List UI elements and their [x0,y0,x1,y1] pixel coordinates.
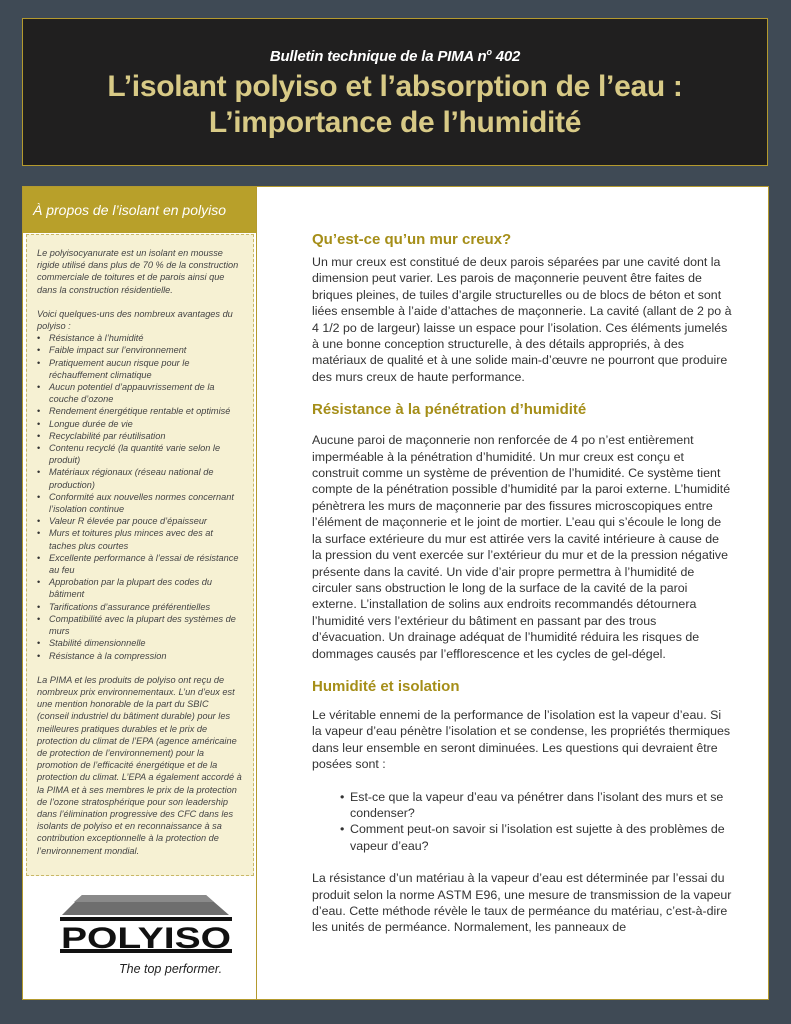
title-line-2: L’importance de l’humidité [208,106,582,139]
sidebar-awards: La PIMA et les produits de polyiso ont reçu de nombreux prix environnementaux. L’un d’eux est une mention honorable de la part du SBIC (conseil industriel du bâtiment durable) pour les meilleures pratiques durables et le prix de protection du climat de l’EPA (agence américaine de protection de l’environnement) pour la promotion de l’efficacité énergétique et de la protection du climat. L’EPA a également accordé à la PIMA et à ses membres le prix de la protection de l’ozone stratosphérique pour son leadership dans l’élimination progressive des CFC dans les isolants de polyiso et en reconnaissance à sa contribution exceptionnelle à la protection de l’environnement mondial. [37,674,242,856]
list-item: • Murs et toitures plus minces avec des at taches plus courtes [37,527,242,551]
list-item: • Tarifications d’assurance préférentielles [37,601,242,613]
logo-wordmark: POLYISO [61,922,232,955]
list-item: • Aucun potentiel d’appauvrissement de la couche d’ozone [37,381,242,405]
bulletin-number: 402 [491,48,521,65]
polyiso-logo [24,877,256,999]
closing-paragraph: La résistance d’un matériau à la vapeur d’eau est déterminée par l’essai du produit selon la norme ASTM E96, une mesure de transmission de la vapeur d’eau. Cette méthode révèle le taux de perméance du matériau, c’est-à-dire les unités de perméance. Normalement, les panneaux de [312,871,732,935]
questions-list [312,789,732,855]
section-paragraph: Un mur creux est constitué de deux parois séparées par une cavité dont la dimension peut varier. Les parois de maçonnerie peuvent être faites de briques pleines, de tuiles d’argile structurelles ou de blocs de béton et sont liées ensemble à l’aide d’attaches de maçonnerie. La cavité (allant de 2 po à 4 1/2 po de largeur) laisse un espace pour l’isolation. Ces éléments jumelés à une bonne conception structurelle, à des détails appropriés, à des matériaux de qualité et à une solide main-d’œuvre ne pourront que produire des murs creux de haute performance. [312,255,732,384]
list-item: • Approbation par la plupart des codes du bâtiment [37,576,242,600]
section-heading: Humidité et isolation [312,677,460,695]
list-item: • Conformité aux nouvelles normes concernant l’isolation continue [37,491,242,515]
title-line-1: L’isolant polyiso et l’absorption de l’eau : [107,70,683,103]
section-heading: Qu’est-ce qu’un mur creux? [312,231,512,248]
list-item: • Comment peut-on savoir si l’isolation est sujette à des problèmes de vapeur d’eau? [340,821,732,854]
bulletin-prefix: Bulletin technique de la PIMA n [269,48,487,65]
sidebar-intro: Le polyisocyanurate est un isolant en mousse rigide utilisé dans plus de 70 % de la construction commerciale de toitures et de parois ainsi que dans la construction résidentielle. [37,248,239,295]
main-content [256,186,769,1000]
section-paragraph: Le véritable ennemi de la performance de l’isolation est la vapeur d’eau. Si la vapeur d’eau pénètre l’isolation et se condense, les propriétés thermiques dans leur ensemble en seront diminuées. Les questions qui devraient être posées sont : [312,707,731,772]
bulletin-label [23,47,767,65]
list-item: • Est-ce que la vapeur d’eau va pénétrer dans l’isolant des murs et se condenser? [340,789,732,822]
article-body [312,231,732,952]
sidebar-heading: À propos de l’isolant en polyiso [23,187,257,233]
logo-roof-highlight [74,895,214,902]
logo-tagline: The top performer. [119,962,223,976]
list-item: • Stabilité dimensionnelle [37,637,242,649]
list-item: • Pratiquement aucun risque pour le réchauffement climatique [37,357,242,381]
section-heading: Résistance à la pénétration d’humidité [312,401,587,419]
list-item: • Valeur R élevée par pouce d’épaisseur [37,515,242,527]
sidebar [22,186,258,1000]
list-item: • Longue durée de vie [37,418,242,430]
list-item: • Rendement énergétique rentable et optimisé [37,405,242,417]
bulletin-superscript: o [486,47,492,57]
list-item: • Excellente performance à l’essai de résistance au feu [37,552,242,576]
page-title [23,69,767,141]
list-item: • Résistance à la compression [37,650,242,662]
title-banner [22,18,768,166]
list-item: • Compatibilité avec la plupart des systèmes de murs [37,613,242,637]
sidebar-text [37,247,242,869]
list-item: • Contenu recyclé (la quantité varie selon le produit) [37,442,242,466]
logo-rule-top [60,917,232,921]
advantages-intro: Voici quelques-uns des nombreux avantages du polyiso : [37,308,233,332]
list-item: • Matériaux régionaux (réseau national de production) [37,466,242,490]
list-item: • Résistance à l’humidité [37,332,242,344]
section-paragraph: Aucune paroi de maçonnerie non renforcée de 4 po n’est entièrement imperméable à la pénétration d’humidité. Un mur creux est conçu et construit comme un système de prévention de l’humidité. Ce système tient compte de la pénétration possible d’humidité par la paroi externe. L’humidité pénètrera les murs de maçonnerie par des fissures microscopiques entre l’élément de maçonnerie et le joint de mortier. L’eau qui s’écoule le long de la surface extérieure du mur est attirée vers la cavité intérieure à cause de la pression du vent exercée sur l’extérieur du mur et de la pression négative présente dans la cavité. Un vide d’air propre permettra à l’humidité de circuler sans obstruction le long de la surface de la cavité de la paroi externe. L’installation de solins aux endroits recommandés détournera l’humidité vers l’extérieur du bâtiment en passant par des trous d’évacuation. Un drainage adéquat de l’humidité réduira les risques de dommages causés par l’efflorescence et les cycles de gel-dégel. [312,433,731,661]
list-item: • Faible impact sur l’environnement [37,344,242,356]
advantages-list [37,332,242,661]
list-item: • Recyclabilité par réutilisation [37,430,242,442]
